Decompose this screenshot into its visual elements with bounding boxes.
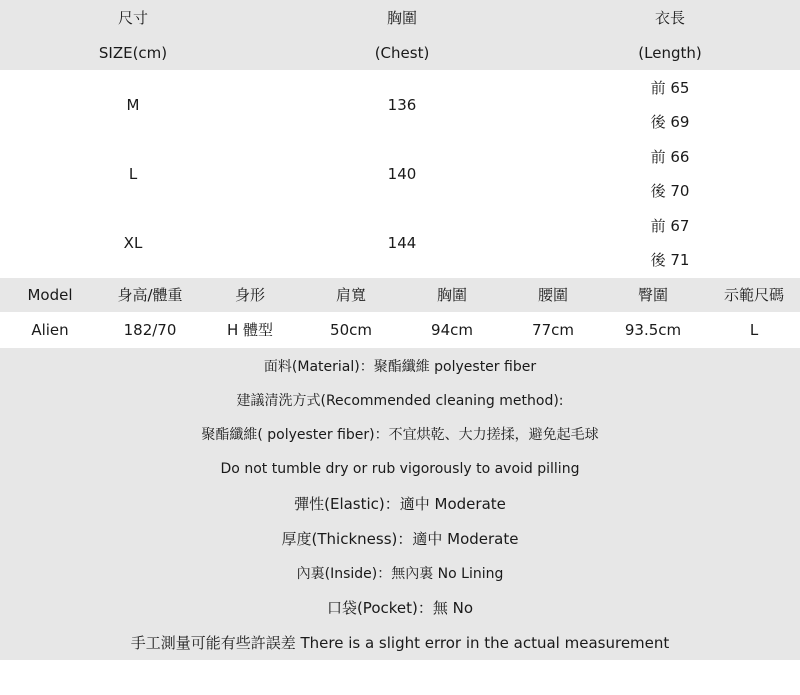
model-table-header — [0, 278, 800, 312]
lining-note: 內裏(Inside)：無內裏 No Lining — [296, 566, 504, 582]
model-header: Model — [27, 286, 73, 304]
shoulder-header: 肩寬 — [335, 286, 367, 304]
back-length-cell: 後 69 — [650, 113, 690, 131]
material-note: 面料(Material)：聚酯纖維 polyester fiber — [263, 359, 537, 375]
waist-header: 腰圍 — [537, 286, 569, 304]
height-weight-value: 182/70 — [123, 321, 177, 339]
chest-header-en: (Chest) — [374, 44, 430, 62]
shoulder-value: 50cm — [330, 321, 372, 339]
measurement-note: 手工測量可能有些許誤差 There is a slight error in the actual measurement — [130, 634, 670, 652]
body-shape-header: 身形 — [234, 286, 266, 304]
height-weight-header: 身高/體重 — [117, 286, 183, 304]
body-shape-value: H 體型 — [226, 321, 274, 339]
size-cell: L — [128, 165, 138, 183]
chest-cell: 136 — [387, 96, 417, 114]
hip-value: 93.5cm — [624, 321, 682, 339]
length-header-en: (Length) — [638, 44, 702, 62]
back-length-cell: 後 70 — [650, 182, 690, 200]
length-header-zh: 衣長 — [654, 9, 686, 27]
back-length-cell: 後 71 — [650, 251, 690, 269]
elastic-note: 彈性(Elastic)：適中 Moderate — [294, 495, 506, 513]
cleaning-note-en: Do not tumble dry or rub vigorously to avoid pilling — [220, 461, 580, 477]
size-table-header — [0, 0, 800, 70]
cleaning-title: 建議清洗方式(Recommended cleaning method): — [236, 393, 564, 409]
cleaning-note-zh: 聚酯纖維( polyester fiber)：不宜烘乾、大力搓揉，避免起毛球 — [201, 427, 599, 443]
model-name: Alien — [31, 321, 69, 339]
chest-header: 胸圍 — [436, 286, 468, 304]
size-cell: M — [126, 96, 140, 114]
front-length-cell: 前 66 — [650, 148, 690, 166]
sample-size-header: 示範尺碼 — [723, 286, 785, 304]
size-header-zh: 尺寸 — [117, 9, 149, 27]
chest-cell: 140 — [387, 165, 417, 183]
product-notes — [0, 348, 800, 660]
model-table-row — [0, 312, 800, 348]
front-length-cell: 前 65 — [650, 79, 690, 97]
size-header-en: SIZE(cm) — [98, 44, 168, 62]
chest-value: 94cm — [431, 321, 473, 339]
chest-cell: 144 — [387, 234, 417, 252]
sample-size-value: L — [749, 321, 759, 339]
front-length-cell: 前 67 — [650, 217, 690, 235]
pocket-note: 口袋(Pocket)：無 No — [326, 599, 474, 617]
thickness-note: 厚度(Thickness)：適中 Moderate — [281, 530, 519, 548]
waist-value: 77cm — [532, 321, 574, 339]
size-table-body — [0, 70, 800, 278]
size-cell: XL — [123, 234, 143, 252]
chest-header-zh: 胸圍 — [386, 9, 418, 27]
hip-header: 臀圍 — [637, 286, 669, 304]
